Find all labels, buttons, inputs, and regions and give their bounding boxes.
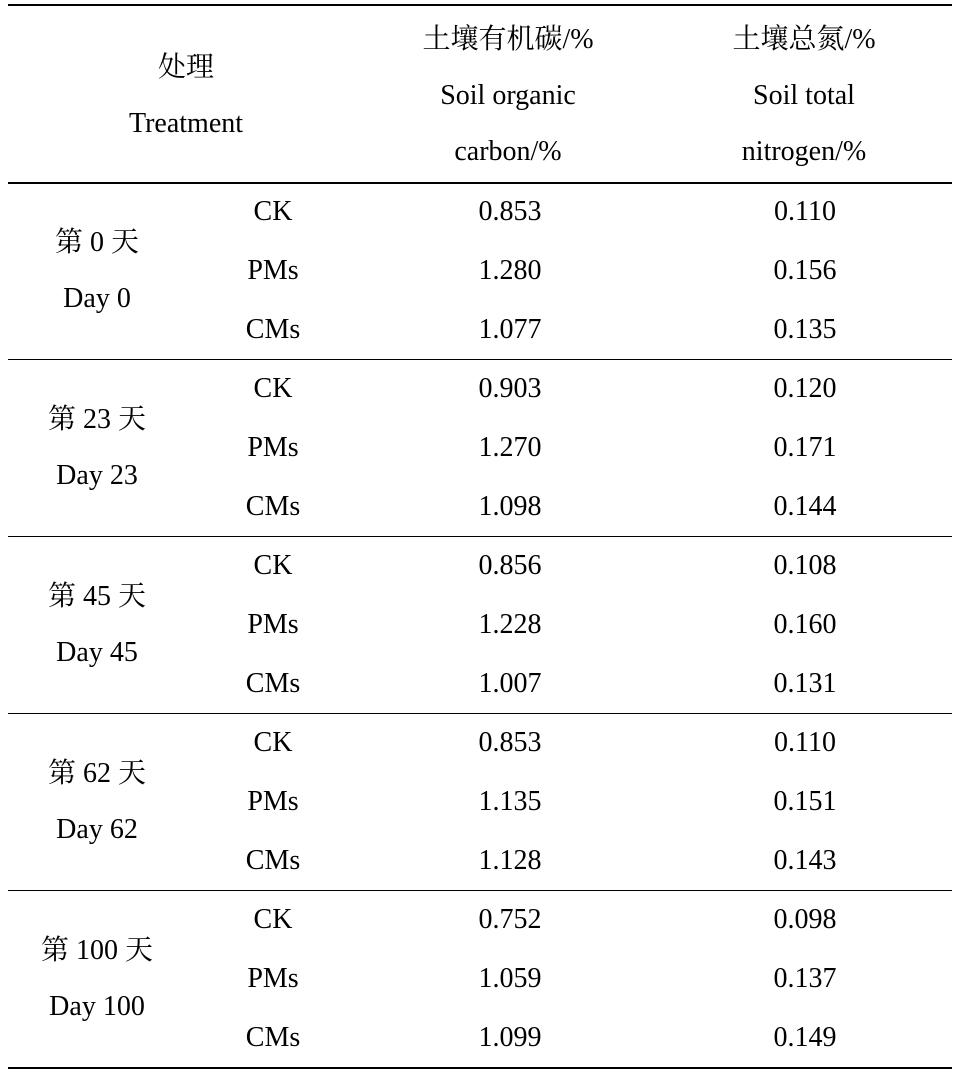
header-treatment-en: Treatment (128, 108, 244, 139)
group-label (48, 746, 146, 858)
tn-cell: 0.131 (773, 668, 837, 699)
soc-cell: 1.128 (478, 845, 542, 876)
treatment-cell: PMs (247, 432, 299, 463)
group-label-en: Day 23 (56, 460, 138, 491)
header-tn (732, 12, 875, 180)
group-label-zh: 第 62 天 (47, 758, 147, 789)
treatment-cell: PMs (247, 786, 299, 817)
group-rule (8, 890, 952, 891)
treatment-cell: CK (253, 196, 293, 227)
header-soc-zh: 土壤有机碳/% (422, 24, 594, 55)
header-soc (422, 12, 593, 180)
treatment-cell: PMs (247, 963, 299, 994)
soc-cell: 0.856 (478, 550, 542, 581)
treatment-cell: CK (253, 727, 293, 758)
tn-cell: 0.144 (773, 491, 837, 522)
treatment-cell: PMs (247, 609, 299, 640)
tn-cell: 0.110 (774, 196, 836, 227)
tn-cell: 0.110 (774, 727, 836, 758)
treatment-cell: CMs (245, 1022, 301, 1053)
soc-cell: 1.280 (478, 255, 542, 286)
tn-cell: 0.149 (773, 1022, 837, 1053)
group-rule (8, 359, 952, 360)
soc-cell: 1.135 (478, 786, 542, 817)
treatment-cell: CMs (245, 668, 301, 699)
group-label-en: Day 100 (49, 991, 145, 1022)
group-label-zh: 第 100 天 (40, 935, 154, 966)
treatment-cell: CMs (245, 314, 301, 345)
header-tn-zh: 土壤总氮/% (732, 24, 876, 55)
group-label (48, 569, 146, 681)
treatment-cell: CK (253, 904, 293, 935)
soc-cell: 1.099 (478, 1022, 542, 1053)
soc-cell: 1.059 (478, 963, 542, 994)
tn-cell: 0.156 (773, 255, 837, 286)
soc-cell: 1.228 (478, 609, 542, 640)
table-header-rule (8, 182, 952, 184)
header-soc-en2: carbon/% (454, 136, 562, 167)
group-label-en: Day 45 (56, 637, 138, 668)
treatment-cell: CMs (245, 491, 301, 522)
table-bottom-rule (8, 1067, 952, 1069)
group-label-zh: 第 0 天 (54, 227, 140, 258)
tn-cell: 0.160 (773, 609, 837, 640)
group-rule (8, 713, 952, 714)
tn-cell: 0.151 (773, 786, 837, 817)
tn-cell: 0.137 (773, 963, 837, 994)
treatment-cell: PMs (247, 255, 299, 286)
treatment-cell: CK (253, 550, 293, 581)
group-label-zh: 第 45 天 (47, 581, 147, 612)
soc-cell: 1.007 (478, 668, 542, 699)
tn-cell: 0.098 (773, 904, 837, 935)
tn-cell: 0.135 (773, 314, 837, 345)
group-label (48, 392, 146, 504)
group-label-zh: 第 23 天 (47, 404, 147, 435)
group-rule (8, 536, 952, 537)
header-soc-en1: Soil organic (440, 80, 576, 111)
tn-cell: 0.143 (773, 845, 837, 876)
soc-cell: 1.270 (478, 432, 542, 463)
group-label (55, 215, 139, 327)
soc-cell: 0.903 (478, 373, 542, 404)
soc-cell: 0.752 (478, 904, 542, 935)
group-label (41, 923, 153, 1035)
treatment-cell: CMs (245, 845, 301, 876)
header-tn-en1: Soil total (753, 80, 855, 111)
header-treatment-zh: 处理 (157, 52, 215, 83)
table-top-rule (8, 4, 952, 6)
treatment-cell: CK (253, 373, 293, 404)
header-tn-en2: nitrogen/% (741, 136, 867, 167)
tn-cell: 0.171 (773, 432, 837, 463)
soc-cell: 0.853 (478, 727, 542, 758)
tn-cell: 0.120 (773, 373, 837, 404)
soc-cell: 1.098 (478, 491, 542, 522)
soc-cell: 1.077 (478, 314, 542, 345)
group-label-en: Day 0 (63, 283, 131, 314)
tn-cell: 0.108 (773, 550, 837, 581)
header-treatment (129, 40, 243, 152)
soc-cell: 0.853 (478, 196, 542, 227)
group-label-en: Day 62 (56, 814, 138, 845)
